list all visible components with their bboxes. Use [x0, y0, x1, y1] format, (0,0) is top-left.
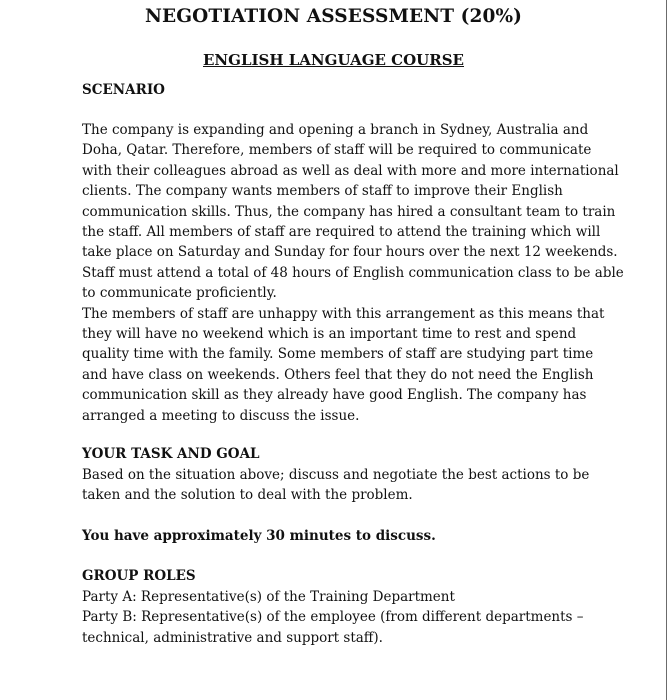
task-line: taken and the solution to deal with the problem. — [82, 487, 413, 504]
scenario-line: clients. The company wants members of staff to improve their English — [82, 183, 563, 200]
scenario-line: and have class on weekends. Others feel that they do not need the English — [82, 366, 594, 383]
scenario-line: to communicate proficiently. — [82, 285, 277, 302]
task-paragraph — [82, 465, 602, 506]
task-heading: YOUR TASK AND GOAL — [82, 446, 260, 462]
scenario-line: communication skill as they already have good English. The company has — [82, 387, 587, 404]
scenario-line: communication skills. Thus, the company has hired a consultant team to train — [82, 203, 616, 220]
roles-heading: GROUP ROLES — [82, 568, 196, 584]
scenario-line: Doha, Qatar. Therefore, members of staff will be required to communicate — [82, 142, 592, 159]
task-line: Based on the situation above; discuss and negotiate the best actions to be — [82, 467, 590, 483]
scenario-line: take place on Saturday and Sunday for four hours over the next 12 weekends. — [82, 244, 618, 261]
scenario-line: The members of staff are unhappy with this arrangement as this means that — [82, 305, 605, 322]
scenario-line: with their colleagues abroad as well as deal with more and more international — [82, 162, 619, 179]
scenario-line: quality time with the family. Some members of staff are studying part time — [82, 346, 594, 363]
scenario-line: they will have no weekend which is an important time to rest and spend — [82, 326, 577, 343]
roles-paragraph — [82, 587, 602, 648]
scenario-heading: SCENARIO — [82, 82, 165, 98]
scenario-paragraph — [82, 120, 624, 426]
scenario-line: Staff must attend a total of 48 hours of English communication class to be able — [82, 264, 624, 281]
scenario-line: The company is expanding and opening a branch in Sydney, Australia and — [82, 122, 589, 138]
course-title: ENGLISH LANGUAGE COURSE — [203, 51, 464, 69]
document-title: NEGOTIATION ASSESSMENT (20%) — [145, 6, 522, 27]
scenario-line: arranged a meeting to discuss the issue. — [82, 407, 360, 424]
role-line: Party B: Representative(s) of the employee (from different departments – — [82, 609, 584, 626]
role-line: technical, administrative and support staff). — [82, 629, 383, 646]
scenario-line: the staff. All members of staff are required to attend the training which will — [82, 224, 601, 241]
role-line: Party A: Representative(s) of the Training Department — [82, 589, 455, 605]
time-note — [82, 526, 602, 546]
time-note-text: You have approximately 30 minutes to discuss. — [82, 528, 436, 544]
